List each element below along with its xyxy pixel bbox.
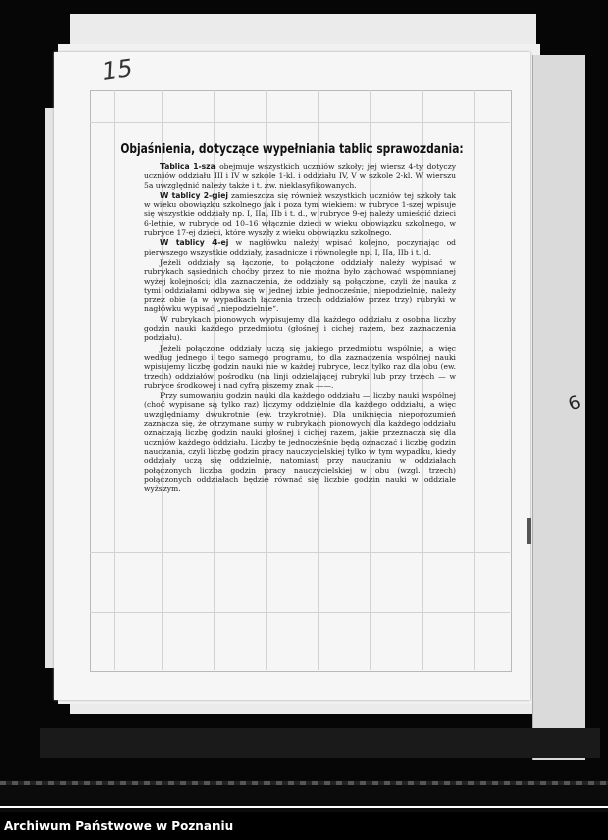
table-gridline [90, 552, 510, 553]
scanner-shadow [40, 728, 600, 758]
film-strip [0, 781, 608, 785]
table-gridline [474, 90, 475, 670]
paragraph [144, 162, 456, 190]
binder-clip [527, 518, 531, 544]
paragraph-text: Jeżeli połączone oddziały uczą się jakiego przedmiotu wspólnie, a więc według jednego i tego samego programu, to dla zaznaczenia wspólnej nauki wpisujemy liczbę godzin nauki nie w każdej rubryce, lecz tylko raz dla obu (ew. trzech) oddziałów pośrodku (na linji odzielającej rubryki lub przy trzech — w rubryce środkowej i nad cyfrą piszemy znak ——. [144, 343, 456, 390]
document-page [54, 52, 530, 700]
paragraph-text: w nagłówku należy wpisać kolejno, poczynając od pierwszego wszystkie oddziały, zasadnicze i równoległe np. I, IIa, IIb i t. d. [144, 238, 457, 257]
paragraph-lead: Tablica 1-sza [160, 162, 216, 171]
table-gridline [90, 612, 510, 613]
paragraph-text: Przy sumowaniu godzin nauki dla każdego oddziału — liczby nauki wspólnej (choć wypisane są tylko raz) liczymy oddzielnie dla każdego oddziału, a więc uwzględniamy dwukrotnie (ew. trzykrotnie). Dla uniknięcia nieporozumień zaznacza się, że otrzymane sumy w rubrykach pionowych dla każdego oddziału oznaczają liczbę godzin nauki głośnej i cichej razem, jakie przeznacza się dla uczniów każdego oddziału. Liczby te jednocześnie będą oznaczać i liczbę godzin nauczania, czyli liczbę godzin pracy nauczycielskiej tylko w tym wypadku, kiedy oddziały uczą się oddzielnie, natomiast przy nauczaniu w oddziałach połączonych liczba godzin pracy nauczycielskiej w obu (wzgl. trzech) połączonych oddziałach będzie równać się liczbie godzin nauki w oddziale wyższym. [144, 391, 456, 494]
paragraph [144, 258, 456, 314]
paragraph [144, 315, 456, 343]
document-title: Objaśnienia, dotyczące wypełniania tablic sprawozdania: [120, 142, 464, 157]
paragraph [144, 344, 456, 390]
paragraph [144, 238, 456, 257]
document-body [144, 162, 456, 494]
paragraph-text: zamieszcza się również wszystkich uczniów tej szkoły tak w wieku obowiązku szkolnego jak i poza tym wiekiem: w rubryce 1-szej wpisuje się wszystkie oddziały np. I, IIa, IIb i t. d., w rubryce 9-ej należy umieścić dzieci 6-letnie, w rubryce od 10–16 włącznie dzieci w wieku obowiązku szkolnego, w rubryce 17-ej dzieci, które wyszły z wieku obowiązku szkolnego. [144, 190, 456, 238]
archive-footer: Archiwum Państwowe w Poznaniu [0, 812, 608, 840]
table-gridline [90, 122, 510, 123]
paragraph [144, 391, 456, 493]
paragraph-text: obejmuje wszystkich uczniów szkoły; jej wiersz 4-ty dotyczy uczniów oddziału III i IV w szkole 1-kl. i oddziału IV, V w szkole 2-kl. W wierszu 5a uwzględnić należy także i t. zw. nieklasyfikowanych. [144, 162, 456, 190]
paragraph [144, 191, 456, 237]
paragraph-text: Jeżeli oddziały są łączone, to połączone oddziały należy wypisać w rubrykach sąsiednich choćby przez to nie można było zachować wspomnianej wyżej kolejności; dla zaznaczenia, że oddziały są połączone, czyli że nauka z tymi oddziałami odbywa się w jednej izbie jednocześnie, niepodzielnie, należy przez obie (a w wypadkach łączenia trzech oddziałów przez trzy) rubryki w nagłówku wypisać „niepodzielnie“. [144, 257, 456, 314]
paragraph-lead: W tablicy 2-giej [160, 190, 228, 200]
paragraph-lead: W tablicy 4-ej [160, 238, 229, 248]
edge-mark: 6 [565, 391, 584, 416]
paragraph-text: W rubrykach pionowych wypisujemy dla każdego oddziału z osobna liczby godzin nauki każdego przedmiotu (głośnej i cichej razem, bez zaznaczenia podziału). [144, 314, 456, 343]
footer-divider [0, 806, 608, 808]
table-gridline [114, 90, 115, 670]
handwritten-page-number: 15 [100, 54, 135, 86]
right-sheet-edge [532, 55, 585, 760]
